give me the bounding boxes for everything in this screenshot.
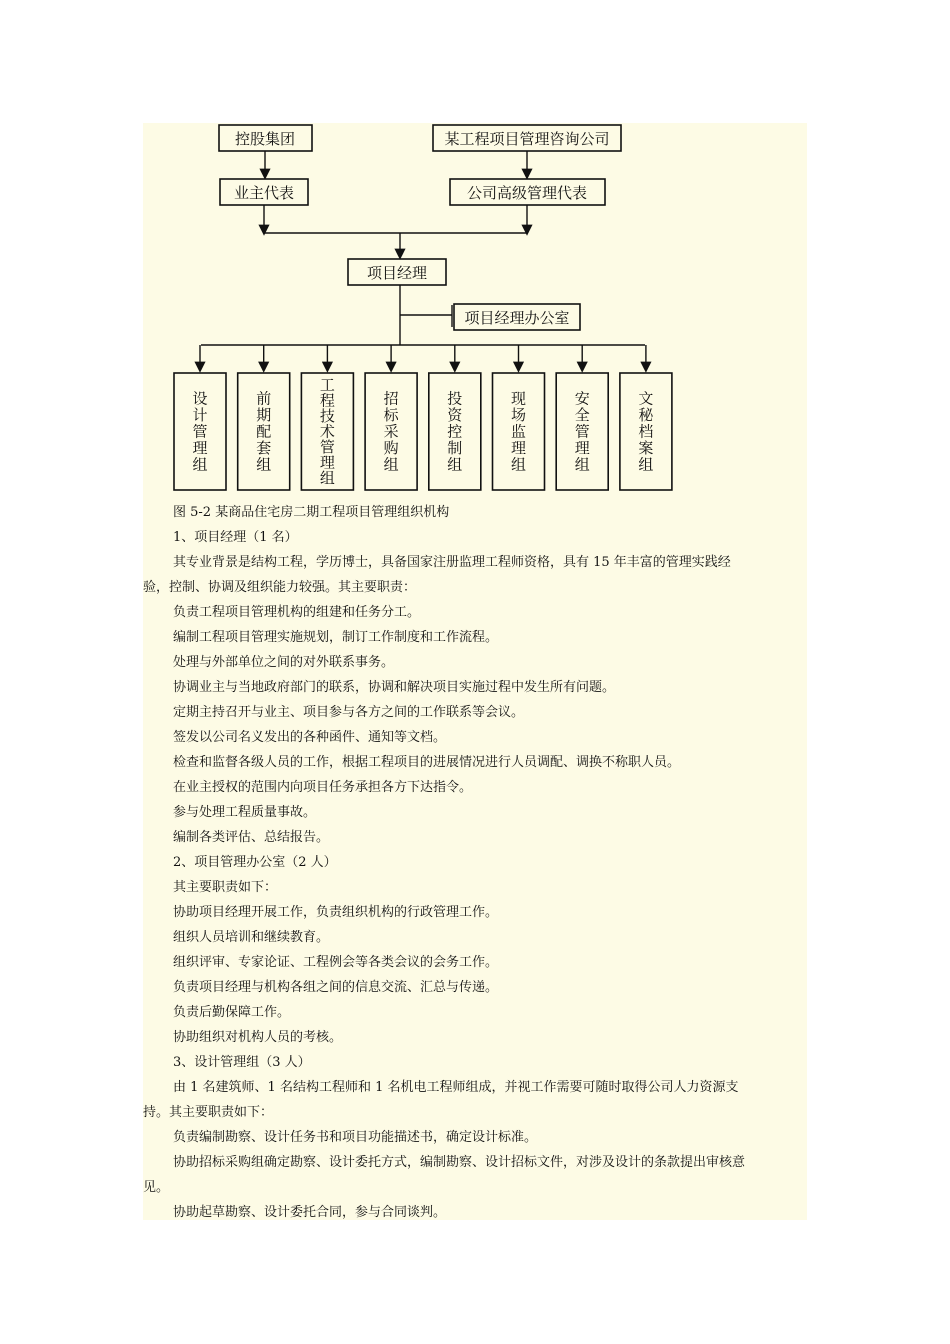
text-line-7: 定期主持召开与业主、项目参与各方之间的工作联系等会议。 [173, 705, 525, 720]
text-line-8: 签发以公司名义发出的各种函件、通知等文档。 [173, 730, 447, 745]
group-6-char-2: 管 [574, 422, 590, 441]
text-line-13: 2、项目管理办公室（2 人） [173, 855, 337, 870]
group-4-char-4: 组 [447, 455, 463, 474]
text-line-2: 验，控制、协调及组织能力较强。其主要职责： [143, 580, 417, 595]
group-4-char-1: 资 [447, 406, 463, 424]
text-line-10: 在业主授权的范围内向项目任务承担各方下达指令。 [173, 780, 473, 795]
text-line-27: 协助起草勘察、设计委托合同，参与合同谈判。 [173, 1205, 447, 1220]
text-line-0: 1、项目经理（1 名） [173, 530, 298, 545]
figure-caption: 图 5-2 某商品住宅房二期工程项目管理组织机构 [173, 505, 450, 520]
text-line-26: 见。 [143, 1180, 170, 1195]
group-0-char-3: 理 [192, 439, 208, 457]
text-line-6: 协调业主与当地政府部门的联系，协调和解决项目实施过程中发生所有问题。 [173, 680, 616, 695]
group-5-char-1: 场 [510, 406, 527, 424]
group-4-char-2: 控 [447, 422, 463, 441]
label-project-manager: 项目经理 [366, 264, 428, 282]
text-line-4: 编制工程项目管理实施规划，制订工作制度和工作流程。 [173, 630, 499, 645]
text-line-5: 处理与外部单位之间的对外联系事务。 [173, 655, 395, 670]
text-line-3: 负责工程项目管理机构的组建和任务分工。 [173, 605, 421, 620]
group-2-char-0: 工 [319, 376, 335, 394]
text-line-14: 其主要职责如下： [173, 880, 278, 895]
group-2-char-5: 理 [319, 453, 335, 472]
group-3-char-4: 组 [383, 455, 399, 474]
text-line-11: 参与处理工程质量事故。 [173, 805, 317, 820]
group-2-char-1: 程 [319, 391, 335, 410]
group-6-char-4: 组 [574, 455, 590, 474]
text-line-1: 其专业背景是结构工程，学历博士，具备国家注册监理工程师资格，具有 15 年丰富的管理实践经 [173, 555, 731, 570]
text-line-24: 负责编制勘察、设计任务书和项目功能描述书，确定设计标准。 [173, 1130, 538, 1145]
group-4-char-3: 制 [447, 439, 463, 457]
group-5-char-0: 现 [510, 389, 527, 408]
text-line-12: 编制各类评估、总结报告。 [173, 830, 330, 845]
label-senior-rep: 公司高级管理代表 [466, 184, 588, 202]
label-pm-office: 项目经理办公室 [464, 309, 570, 327]
group-6-char-0: 安 [574, 389, 590, 408]
group-2-char-2: 技 [319, 407, 335, 425]
group-1-char-0: 前 [256, 389, 272, 408]
text-line-21: 3、设计管理组（3 人） [173, 1055, 311, 1070]
text-line-19: 负责后勤保障工作。 [173, 1005, 291, 1020]
group-7-char-1: 秘 [638, 406, 654, 424]
text-line-18: 负责项目经理与机构各组之间的信息交流、汇总与传递。 [173, 980, 499, 995]
group-0-char-0: 设 [192, 389, 208, 408]
group-1-char-1: 期 [256, 406, 272, 424]
text-line-20: 协助组织对机构人员的考核。 [173, 1030, 343, 1045]
group-5-char-3: 理 [510, 439, 527, 457]
text-line-23: 持。其主要职责如下： [143, 1105, 274, 1120]
group-4-char-0: 投 [447, 389, 463, 408]
groups-layer [174, 345, 672, 490]
org-chart [143, 123, 807, 495]
group-2-char-6: 组 [319, 469, 335, 487]
group-3-char-1: 标 [383, 406, 399, 424]
text-line-17: 组织评审、专家论证、工程例会等各类会议的会务工作。 [173, 955, 499, 970]
group-2-char-3: 术 [319, 422, 335, 441]
group-6-char-1: 全 [574, 406, 590, 424]
text-line-9: 检查和监督各级人员的工作，根据工程项目的进展情况进行人员调配、调换不称职人员。 [173, 755, 681, 770]
group-0-char-4: 组 [192, 455, 208, 474]
group-1-char-2: 配 [256, 422, 272, 441]
document-page [143, 123, 807, 1220]
label-holding-group: 控股集团 [234, 130, 296, 148]
group-3-char-0: 招 [383, 389, 399, 408]
group-5-char-4: 组 [510, 455, 527, 474]
group-7-char-0: 文 [638, 389, 654, 408]
label-consulting-company: 某工程项目管理咨询公司 [444, 130, 610, 148]
group-7-char-2: 档 [638, 422, 654, 441]
paragraph-lines [143, 525, 807, 1225]
text-line-15: 协助项目经理开展工作，负责组织机构的行政管理工作。 [173, 905, 499, 920]
text-line-16: 组织人员培训和继续教育。 [173, 930, 330, 945]
group-3-char-2: 采 [383, 422, 399, 441]
group-6-char-3: 理 [574, 439, 590, 457]
label-owner-rep: 业主代表 [233, 184, 295, 202]
group-7-char-4: 组 [638, 455, 654, 474]
body-text [143, 500, 807, 1225]
text-line-22: 由 1 名建筑师、1 名结构工程师和 1 名机电工程师组成，并视工作需要可随时取得公司人力资源支 [173, 1080, 739, 1095]
group-1-char-4: 组 [256, 455, 272, 474]
group-1-char-3: 套 [256, 439, 272, 457]
group-2-char-4: 管 [319, 438, 335, 456]
group-0-char-2: 管 [192, 422, 208, 441]
group-3-char-3: 购 [383, 439, 399, 457]
group-0-char-1: 计 [192, 406, 208, 424]
group-7-char-3: 案 [638, 439, 654, 457]
group-5-char-2: 监 [510, 422, 527, 441]
text-line-25: 协助招标采购组确定勘察、设计委托方式，编制勘察、设计招标文件，对涉及设计的条款提出审核意 [173, 1155, 746, 1170]
